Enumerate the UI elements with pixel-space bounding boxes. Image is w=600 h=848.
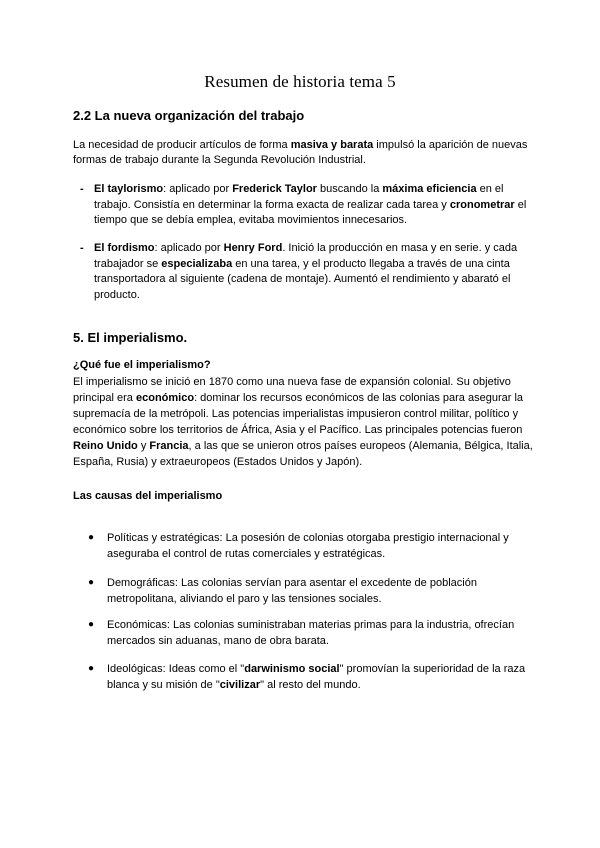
item-text: Ideológicas: Ideas como el " <box>107 663 245 675</box>
list-item-cause-demographic <box>88 575 527 607</box>
intro-bold-1: masiva y barata <box>290 139 374 151</box>
item-text: " promovían la superioridad de la raza blanca y su misión de " <box>107 663 526 691</box>
item-text: en el trabajo. Consistía en determinar la forma exacta de realizar cada tarea y <box>94 183 504 211</box>
term-maxima-eficiencia: máxima eficiencia <box>382 183 477 195</box>
item-text: " al resto del mundo. <box>260 679 361 691</box>
paragraph-text: : dominar los recursos económicos de las colonias para asegurar la supremacía de la metrópoli. Las potencias imperialistas impusieron control militar, político y económico sobre los territorios de África, Asia y el Pacífico. Las principales potencias fueron <box>73 392 524 436</box>
term-darwinismo-social: darwinismo social <box>244 663 340 675</box>
term-economico: económico <box>135 392 195 404</box>
paragraph-text: El imperialismo se inició en 1870 como una nueva fase de expansión colonial. Su objetivo principal era <box>73 376 511 404</box>
subheading-what-was-imperialism: ¿Qué fue el imperialismo? <box>73 359 211 371</box>
list-item-fordismo <box>80 241 534 303</box>
dash-marker: - <box>80 183 84 195</box>
item-text: en una tarea, y el producto llegaba a través de una cinta transportadora al siguiente (cadena de montaje). Aumentó el rendimiento y abarató el producto. <box>94 257 511 301</box>
term-francia: Francia <box>149 440 189 452</box>
section-heading-work-organization: 2.2 La nueva organización del trabajo <box>73 108 305 123</box>
intro-text-2: impulsó la aparición de nuevas formas de trabajo durante la Segunda Revolución Industrial. <box>73 139 528 166</box>
bullet-marker: ● <box>88 577 95 588</box>
item-text: Políticas y estratégicas: La posesión de colonias otorgaba prestigio internacional y aseguraba el control de rutas comerciales y estratégicas. <box>107 532 509 560</box>
document-title: Resumen de historia tema 5 <box>204 72 396 91</box>
intro-text-1: La necesidad de producir artículos de forma <box>73 139 291 151</box>
imperialism-paragraph <box>73 374 533 470</box>
paragraph-text: y <box>137 440 150 452</box>
list-item-cause-ideological <box>88 661 527 693</box>
term-especializaba: especializaba <box>161 257 233 270</box>
item-text: buscando la <box>316 183 383 195</box>
term-taylorismo: El taylorismo <box>94 183 164 195</box>
list-item-cause-political <box>88 530 527 562</box>
term-frederick-taylor: Frederick Taylor <box>232 183 317 195</box>
list-item-cause-economic <box>88 617 527 649</box>
item-text: Demográficas: Las colonias servían para asentar el excedente de población metropolitana, aliviando el paro y las tensiones sociales. <box>107 577 477 605</box>
intro-paragraph <box>73 138 533 168</box>
subheading-causes: Las causas del imperialismo <box>73 490 223 502</box>
term-reino-unido: Reino Unido <box>73 440 138 452</box>
term-henry-ford: Henry Ford <box>223 242 283 254</box>
term-fordismo: El fordismo <box>94 242 155 254</box>
dash-marker: - <box>80 242 84 254</box>
item-text: . Inició la producción en masa y en serie. y cada trabajador se <box>94 242 518 270</box>
paragraph-text: , a las que se unieron otros países europeos (Alemania, Bélgica, Italia, España, Rusia) y extraeuropeos (Estados Unidos y Japón). <box>73 440 533 468</box>
item-text: : aplicado por <box>163 183 233 195</box>
term-cronometrar: cronometrar <box>449 198 515 211</box>
item-text: : aplicado por <box>154 242 224 254</box>
term-civilizar: civilizar <box>219 679 261 691</box>
bullet-marker: ● <box>88 532 95 543</box>
bullet-marker: ● <box>88 619 95 630</box>
item-text: el tiempo que se debía emplea, evitaba movimientos innecesarios. <box>94 198 527 226</box>
bullet-marker: ● <box>88 663 95 674</box>
list-item-taylorismo <box>80 182 534 229</box>
item-text: Económicas: Las colonias suministraban materias primas para la industria, ofrecían mercados sin aduanas, mano de obra barata. <box>107 619 515 647</box>
section-heading-imperialism: 5. El imperialismo. <box>73 330 188 345</box>
